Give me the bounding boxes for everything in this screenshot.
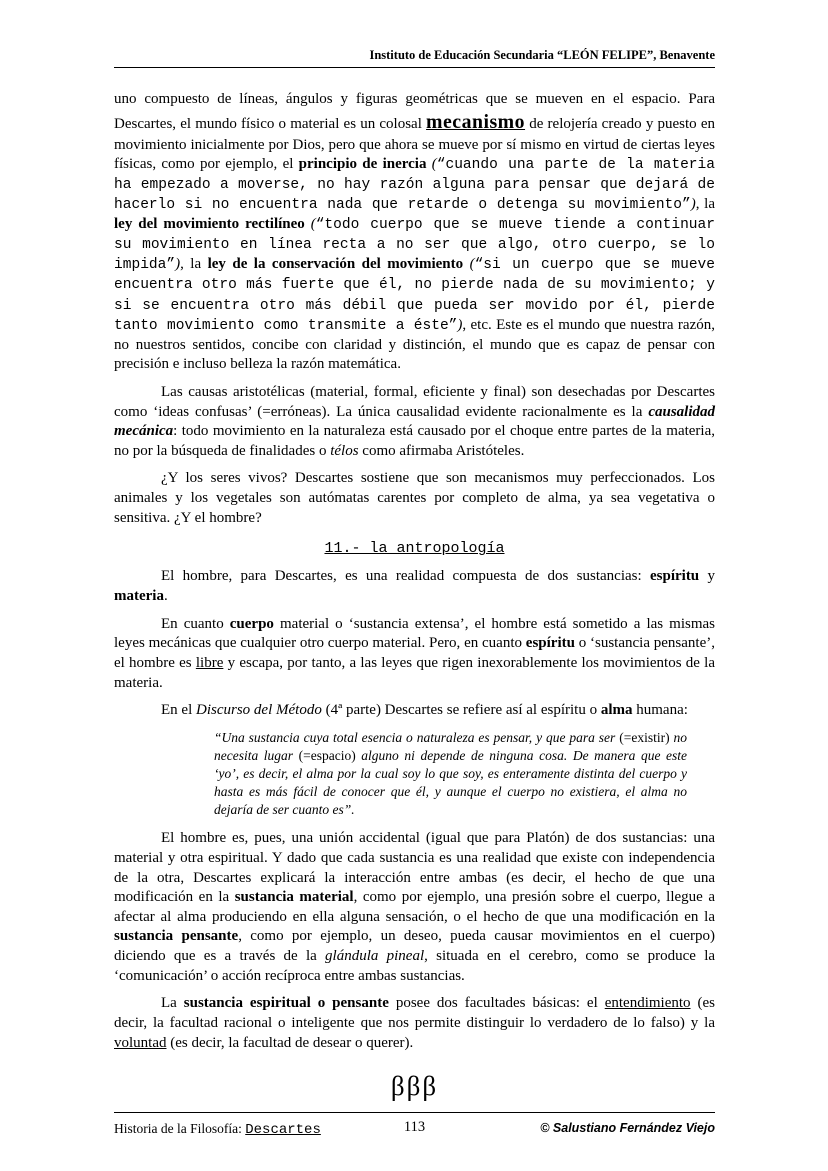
paragraph-faculties	[114, 994, 715, 1053]
paragraph-union-substances	[114, 829, 715, 986]
text-run: sustancia espiritual o pensante	[183, 995, 389, 1012]
paragraph-body-and-spirit	[114, 615, 715, 694]
text-run: , como por ejemplo, una presión sobre el cuerpo, llegue a afectar al alma produciendo en ella alguna sensación, o el hecho de que una modificación en la	[114, 889, 716, 925]
text-run: voluntad	[114, 1034, 167, 1051]
text-run: y escapa, por tanto, a las leyes que rigen inexorablemente los movimientos de la materia.	[114, 654, 716, 691]
text-run: , la	[695, 196, 716, 213]
footer-series-title: Descartes	[245, 1122, 321, 1138]
text-run: glándula pineal	[325, 948, 425, 965]
text-run: , etc. Este es el mundo que nuestra razón, no nuestros sentidos, concibe con claridad y distinción, el mundo que es capaz de pensar con precisión e incluso belleza la razón matemática.	[114, 316, 715, 373]
text-run: Las causas aristotélicas (material, formal, eficiente y final) son desechadas por Descartes como ‘ideas confusas’ (=erróneas). La única causalidad evidente racionalmente es la	[114, 383, 715, 420]
text-run: (	[469, 256, 475, 273]
text-run: “todo cuerpo que se mueve tiende a continuar su movimiento en línea recta a no ser que algo, otro cuerpo, se lo impida”	[114, 217, 715, 274]
text-run: , como por ejemplo, un deseo, pueda causar movimientos en el cuerpo) diciendo que es a través de la	[114, 928, 715, 965]
text-run: (es decir, la facultad racional o inteligente que nos permite distinguir lo verdadero de lo falso) y la	[114, 995, 715, 1032]
text-run: )	[175, 256, 181, 273]
text-run: : todo movimiento en la naturaleza está causado por el choque entre partes de la materia, no por la búsqueda de finalidades o	[114, 423, 715, 459]
text-run: alma	[600, 702, 633, 719]
text-run: espíritu	[649, 568, 700, 585]
text-run: El hombre es, pues, una unión accidental (igual que para Platón) de dos sustancias: una material y otra espiritual. Y dado que cada sustancia es una realidad que existe con independencia de la otra, Descartes explicará la interacción entre ambas (es decir, el hecho de que una modificación en la	[114, 830, 715, 906]
text-run: (	[431, 156, 437, 173]
text-run: de relojería creado y puesto en movimiento inicialmente por Dios, pero que ahora se mueve por sí mismo en virtud de ciertas leyes físicas, como por ejemplo, el	[114, 115, 715, 173]
text-run: espíritu	[525, 635, 575, 652]
text-run: “Una sustancia cuya total esencia o naturaleza es pensar, y que para ser	[214, 729, 620, 745]
text-run: ley de la conservación del movimiento	[207, 256, 470, 273]
text-run: (4ª parte) Descartes se refiere así al espíritu o	[321, 702, 601, 719]
text-run: cuerpo	[229, 615, 274, 632]
text-run: La	[161, 995, 184, 1012]
text-run: como afirmaba Aristóteles.	[358, 442, 525, 459]
text-run: , situada en el cerebro, como se produce la ‘comunicación’ o acción recíproca entre ambas sustancias.	[114, 948, 716, 984]
text-run: En cuanto	[161, 615, 230, 632]
text-run: posee dos facultades básicas: el	[388, 995, 605, 1012]
text-run: libre	[195, 654, 224, 671]
paragraph-discourse-intro	[114, 701, 715, 721]
footer-series	[114, 1121, 321, 1138]
section-heading-anthropology	[114, 540, 715, 557]
text-run: alguno ni depende de ninguna cosa. De manera que este ‘yo’, es decir, el alma por la cual soy lo que soy, es enteramente distinta del cuerpo y hasta es más fácil de conocer que él, y aunque el cuerpo no existiera, el alma no dejaría de ser cuanto es”.	[214, 747, 687, 818]
text-run: .	[163, 588, 168, 605]
text-run: humana:	[632, 702, 688, 719]
beta-symbols	[114, 1071, 715, 1102]
text-run: (es decir, la facultad de desear o querer).	[166, 1034, 414, 1051]
text-run: (	[310, 216, 316, 233]
text-run: no necesita lugar	[214, 729, 687, 763]
text-run: , la	[180, 256, 208, 273]
text-run: )	[690, 196, 696, 213]
text-run: principio de inercia	[298, 156, 432, 173]
text-run: entendimiento	[604, 995, 691, 1012]
text-run: materia	[114, 588, 164, 605]
text-run: “cuando una parte de la materia ha empezado a moverse, no hay razón alguna para pensar que dejará de hacerlo si no encuentra nada que retarde o detenga su movimiento”	[114, 157, 715, 214]
document-body	[114, 90, 715, 1102]
paragraph-living-beings	[114, 469, 715, 528]
paragraph-aristotelian-causes	[114, 383, 715, 462]
footer-series-label: Historia de la Filosofía:	[114, 1121, 246, 1136]
text-run: El hombre, para Descartes, es una realidad compuesta de dos sustancias:	[161, 568, 650, 585]
text-run: ley del movimiento rectilíneo	[114, 216, 311, 233]
text-run: 11.- la antropología	[324, 540, 505, 558]
paragraph-two-substances	[114, 567, 715, 606]
quote-discourse	[214, 729, 687, 819]
copyright: © Salustiano Fernández Viejo	[540, 1121, 715, 1135]
page-footer	[114, 1112, 715, 1147]
institution-name: Instituto de Educación Secundaria “LEÓN FELIPE”, Benavente	[369, 48, 715, 62]
page-header	[114, 48, 715, 68]
text-run: (=espacio)	[298, 747, 356, 763]
text-run: “si un cuerpo que se mueve encuentra otro más fuerte que él, no pierde nada de su movimiento; y si se encuentra otro más débil que pueda ser movido por él, pierde tanto movimiento como transmite a éste”	[114, 257, 716, 334]
text-run: sustancia pensante	[114, 928, 239, 945]
text-run: En el	[161, 702, 196, 719]
text-run: o ‘sustancia pensante’, el hombre es	[114, 635, 715, 671]
text-run: causalidad mecánica	[114, 403, 715, 440]
text-run: mecanismo	[426, 110, 526, 133]
text-run: βββ	[390, 1071, 439, 1102]
page-number: 113	[403, 1119, 426, 1135]
text-run: y	[699, 568, 715, 585]
text-run: )	[457, 316, 463, 333]
text-run: ¿Y los seres vivos? Descartes sostiene que son mecanismos muy perfeccionados. Los animales y los vegetales son autómatas carentes por completo de alma, ya sea vegetativa o sensitiva. ¿Y el hombre?	[114, 470, 715, 526]
text-run: sustancia material	[234, 889, 354, 906]
text-run: télos	[330, 442, 359, 459]
text-run: material o ‘sustancia extensa’, el hombre está sometido a las mismas leyes mecánicas que cualquier otro cuerpo material. Pero, en cuanto	[114, 615, 715, 652]
text-run: uno compuesto de líneas, ángulos y figuras geométricas que se mueven en el espacio. Para Descartes, el mundo físico o material es un colosal	[114, 91, 715, 132]
text-run: (=existir)	[619, 729, 670, 745]
paragraph-mechanism	[114, 90, 715, 375]
text-run: Discurso del Método	[196, 702, 322, 719]
